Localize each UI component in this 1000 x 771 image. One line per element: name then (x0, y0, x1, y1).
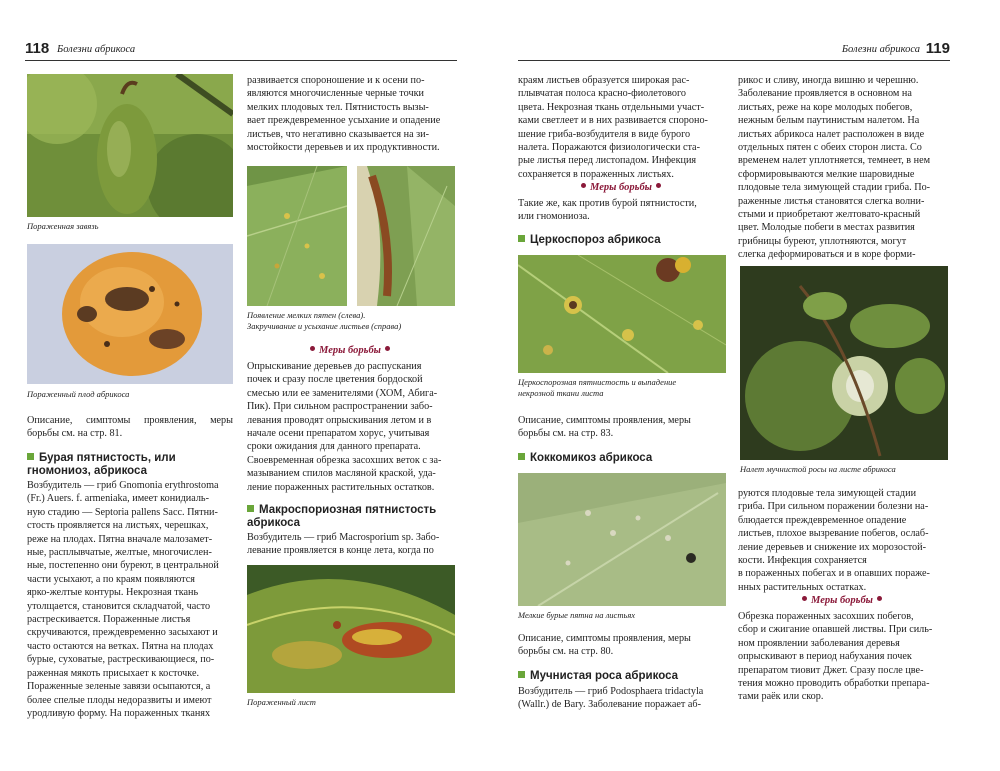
mildew-text: Возбудитель — гриб Podosphaera tridactyla (Wallr.) de Bary. Заболевание поражает аб- (518, 686, 704, 711)
left-page (25, 38, 457, 728)
heading-coccomyces: Коккомикоз абрикоса (518, 452, 652, 465)
heading-cercospora: Церкоспороз абрикоса (518, 234, 661, 247)
heading-square-icon (518, 235, 525, 242)
heading-square-icon (27, 453, 34, 460)
measures-text-1: Такие же, как против бурой пятнистости, или гномониоза. (518, 198, 697, 223)
running-title: Болезни абрикоса (57, 44, 136, 55)
photo-small-spots (247, 166, 347, 306)
heading-square-icon (247, 505, 254, 512)
heading-square-icon (518, 671, 525, 678)
photo-affected-ovary (27, 74, 233, 217)
heading-mildew: Мучнистая роса абрикоса (518, 670, 678, 683)
caption-leaf: Пораженный лист (247, 697, 316, 707)
right-page-header (518, 38, 950, 61)
measures-heading: Меры борьбы (247, 345, 453, 356)
page-number: 119 (925, 40, 950, 57)
heading-brown-spot: Бурая пятнистость, или гномониоз, абрикоса (27, 452, 176, 477)
bullet-icon (581, 183, 586, 188)
caption-mildew: Налет мучнистой росы на листе абрикоса (740, 464, 896, 474)
caption-ovary: Пораженная завязь (27, 221, 99, 231)
bullet-icon (877, 596, 882, 601)
measures-heading: Меры борьбы (738, 595, 946, 606)
photo-coccomyces (518, 473, 726, 606)
coccomyces-ref: Описание, симптомы проявления, меры борьбы см. на стр. 80. (518, 633, 691, 658)
bullet-icon (310, 346, 315, 351)
photo-curled-leaf (357, 166, 455, 306)
left-page-header (25, 38, 457, 61)
photo-cercospora (518, 255, 726, 373)
photo-affected-fruit (27, 244, 233, 384)
page-number: 118 (25, 40, 50, 57)
photo-powdery-mildew (740, 266, 948, 460)
photo-affected-leaf (247, 565, 455, 693)
col2-mid-text: руются плодовые тела зимующей стадии гриба. При сильном поражении болезни на- блюдается преждевременное опадение листьев, плохое вызревание побегов, ослаб- ление деревьев и снижение их морозостой- кости. Инфекция сохраняется в пораженных побегах и в опавших пораже- нных растительных остатках. (738, 488, 930, 593)
col2-top-text: развивается спороношение и к осени по- являются многочисленные черные точки мелких плодовых тел. Пятнистость вызы- вает преждевременное усыхание и опадение листьев, что негативно сказывается на зи- мостойкости деревьев и их продуктивности. (247, 75, 441, 154)
caption-coccomyces: Мелкие бурые пятна на листьях (518, 610, 636, 620)
bullet-icon (802, 596, 807, 601)
col1-top-text: краям листьев образуется широкая рас- плывчатая полоса красно-фиолетового цвета. Некрозная ткань отдельными участ- ками светлеет и в них развивается спороно- шение гриба-возбудителя в виде бурого налета. Поражаются физиологически ста- рые листья перед листопадом. Инфекция сохраняется в пораженных листьях. (518, 75, 708, 180)
right-page (518, 38, 950, 728)
heading-square-icon (518, 453, 525, 460)
measures-heading: Меры борьбы (518, 182, 724, 193)
caption-cercospora: Церкоспорозная пятнистость и выпадение некрозной ткани листа (518, 377, 677, 398)
caption-fruit: Пораженный плод абрикоса (27, 389, 130, 399)
brown-spot-text: Возбудитель — гриб Gnomonia erythrostoma (Fr.) Auers. f. armeniaka, имеет конидиаль- ную стадию — Septoria pallens Sacc. Пятни- стость проявляется на листьях, черешках, реже на плодах. Пятна вначале малозамет- ные, расплывчатые, желтые, многочислен- ные, постепенно они буреют, в центральной части усыхают, а по краям появляются ярко-желтые контуры. Некрозная ткань утолщается, становится складчатой, часто растрескивается. Пораженные листья скручиваются, преждевременно засыхают и часто остаются на ветках. Пятна на плодах бурые, суховатые, растрескивающиеся, по- раженная мякоть присыхает к косточке. Пораженные зеленые завязи осыпаются, а более спелые плоды недоразвиты и имеют уродливую форму. На пораженных тканях (27, 480, 219, 719)
reference-text: Описание, симптомы проявления, меры борьбы см. на стр. 81. (27, 415, 233, 440)
running-title: Болезни абрикоса (841, 44, 920, 55)
cercospora-ref: Описание, симптомы проявления, меры борьбы см. на стр. 83. (518, 415, 691, 440)
measures-text-2: Обрезка пораженных засохших побегов, сбор и сжигание опавшей листвы. При силь- ном проявлении заболевания деревья опрыскивают в период набухания почек препаратом тиовит Джет. Сразу после цве- тения можно проводить обработки препара- тами раёк или скор. (738, 611, 933, 703)
col2-top-text: рикос и сливу, иногда вишню и черешню. Заболевание проявляется в основном на листьях, реже на коре молодых побегов, нежным белым паутинистым налетом. На листьях абрикоса налет расположен в виде отдельных пятен с обеих сторон листа. Со временем налет уплотняется, темнеет, в нем сформировываются мелкие шаровидные плодовые тела зимующей стадии гриба. По- раженные листья становятся слегка волни- стыми и приобретают желтовато-красный цвет. Молодые побеги в местах развития грибницы буреют, уплотняются, могут слегка деформироваться и в коре форми- (738, 75, 931, 261)
measures-text: Опрыскивание деревьев до распускания почек и сразу после цветения бордоской смесью или ее заменителями (ХОМ, Абига- Пик). При сильном распространении забо- левания проводят опрыскивания летом и в начале осени препаратом хорус, учитывая сроки ожидания для данного препарата. Своевременная обрезка засохших веток с за- мазыванием спилов масляной краской, уда- ление пораженных растительных остатков. (247, 361, 442, 493)
caption-leaves-pair: Появление мелких пятен (слева). Закручивание и усыхание листьев (справа) (247, 310, 402, 331)
bullet-icon (656, 183, 661, 188)
macrosporiosis-text: Возбудитель — гриб Macrosporium sp. Забо- левание проявляется в конце лета, когда по (247, 532, 440, 557)
bullet-icon (385, 346, 390, 351)
heading-macrosporiosis: Макроспориозная пятнистость абрикоса (247, 504, 437, 529)
